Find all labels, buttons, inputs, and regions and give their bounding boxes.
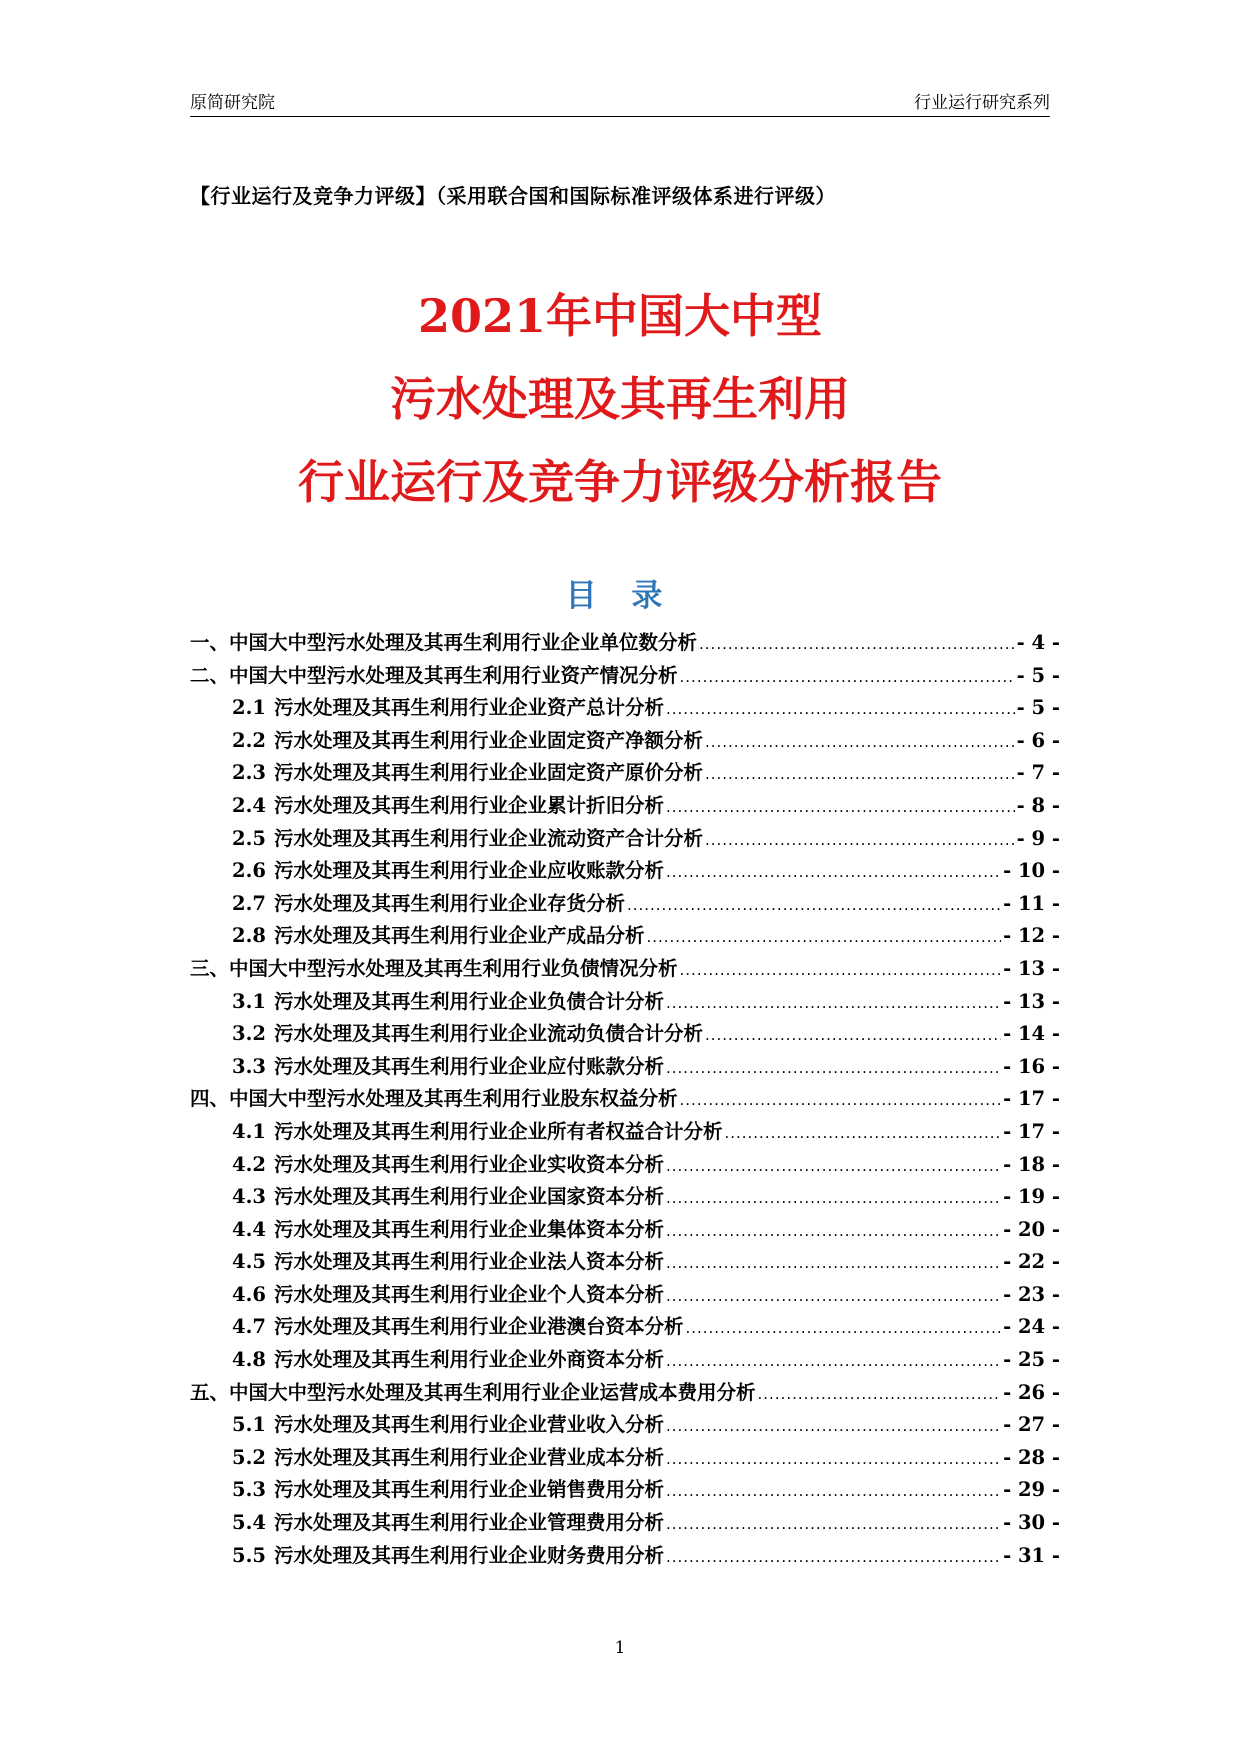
- toc-entry-label: 污水处理及其再生利用行业企业流动资产合计分析: [273, 826, 703, 850]
- toc-entry-number: 2.6: [232, 859, 266, 883]
- toc-entry-page: - 8 -: [1016, 793, 1060, 817]
- toc-entry-page: - 10 -: [1003, 859, 1060, 883]
- toc-entry[interactable]: [190, 1540, 1060, 1573]
- toc-entry-number: 2.8: [232, 924, 266, 948]
- toc-entry-label: 污水处理及其再生利用行业企业营业收入分析: [273, 1413, 664, 1437]
- toc-entry-label: 污水处理及其再生利用行业企业固定资产原价分析: [273, 761, 703, 785]
- toc-entry[interactable]: [190, 1083, 1060, 1116]
- toc-entry-label: 污水处理及其再生利用行业企业应收账款分析: [273, 859, 664, 883]
- toc-heading: 目 录: [565, 578, 675, 614]
- toc-entry[interactable]: [190, 986, 1060, 1019]
- toc-dot-leader: [705, 1026, 1001, 1044]
- toc-entry-label: 污水处理及其再生利用行业企业实收资本分析: [273, 1152, 664, 1176]
- toc-dot-leader: [666, 1287, 1001, 1305]
- toc-entry-page: - 17 -: [1003, 1119, 1060, 1143]
- toc-dot-leader: [666, 1482, 1001, 1500]
- toc-entry[interactable]: [190, 660, 1060, 693]
- toc-entry[interactable]: [190, 823, 1060, 856]
- toc-dot-leader: [699, 635, 1015, 653]
- toc-entry-number: 4.3: [232, 1185, 266, 1209]
- toc-entry-number: 2.7: [232, 891, 266, 915]
- toc-entry-number: 4.8: [232, 1348, 266, 1372]
- toc-entry[interactable]: [190, 1279, 1060, 1312]
- page-number: 1: [614, 1638, 626, 1658]
- toc-entry-label: 污水处理及其再生利用行业企业管理费用分析: [273, 1511, 664, 1535]
- toc-entry-page: - 29 -: [1003, 1478, 1060, 1502]
- toc-entry-label: 一、中国大中型污水处理及其再生利用行业企业单位数分析: [190, 631, 698, 654]
- toc-entry[interactable]: [190, 1442, 1060, 1475]
- toc-entry[interactable]: [190, 757, 1060, 790]
- toc-entry-number: 4.5: [232, 1250, 266, 1274]
- toc-entry[interactable]: [190, 725, 1060, 758]
- toc-entry-page: - 11 -: [1003, 891, 1060, 915]
- toc-entry[interactable]: [190, 1149, 1060, 1182]
- toc-entry-label: 污水处理及其再生利用行业企业港澳台资本分析: [273, 1315, 684, 1339]
- toc-entry-label: 污水处理及其再生利用行业企业个人资本分析: [273, 1282, 664, 1306]
- toc-entry-number: 3.2: [232, 1022, 266, 1046]
- table-of-contents: [190, 627, 1060, 1572]
- toc-entry[interactable]: [190, 953, 1060, 986]
- page-header: [190, 88, 1050, 117]
- toc-entry-page: - 24 -: [1003, 1315, 1060, 1339]
- report-title-line-1: 2021年中国大中型: [417, 289, 823, 343]
- toc-dot-leader: [680, 668, 1015, 686]
- toc-entry[interactable]: [190, 1214, 1060, 1247]
- toc-dot-leader: [666, 1450, 1001, 1468]
- toc-dot-leader: [666, 1352, 1001, 1370]
- toc-entry[interactable]: [190, 1051, 1060, 1084]
- toc-dot-leader: [666, 1515, 1001, 1533]
- toc-entry-page: - 5 -: [1016, 663, 1060, 687]
- toc-entry-number: 4.7: [232, 1315, 266, 1339]
- toc-entry-number: 2.2: [232, 728, 266, 752]
- toc-entry[interactable]: [190, 1474, 1060, 1507]
- toc-dot-leader: [666, 1417, 1001, 1435]
- toc-entry-page: - 14 -: [1003, 1022, 1060, 1046]
- toc-entry-label: 污水处理及其再生利用行业企业流动负债合计分析: [273, 1022, 703, 1046]
- toc-entry-page: - 23 -: [1003, 1282, 1060, 1306]
- toc-entry-number: 4.1: [232, 1119, 266, 1143]
- toc-entry[interactable]: [190, 1246, 1060, 1279]
- toc-entry-page: - 12 -: [1003, 924, 1060, 948]
- toc-dot-leader: [666, 1189, 1001, 1207]
- toc-entry-number: 2.5: [232, 826, 266, 850]
- toc-dot-leader: [758, 1385, 1002, 1403]
- toc-entry-number: 4.4: [232, 1217, 266, 1241]
- toc-entry-label: 四、中国大中型污水处理及其再生利用行业股东权益分析: [190, 1087, 678, 1111]
- toc-entry[interactable]: [190, 1409, 1060, 1442]
- toc-entry[interactable]: [190, 1116, 1060, 1149]
- toc-entry-label: 二、中国大中型污水处理及其再生利用行业资产情况分析: [190, 663, 678, 687]
- toc-entry-number: 2.3: [232, 761, 266, 785]
- toc-dot-leader: [666, 1222, 1001, 1240]
- toc-entry-page: - 27 -: [1003, 1413, 1060, 1437]
- toc-entry-label: 污水处理及其再生利用行业企业产成品分析: [273, 924, 645, 948]
- toc-entry-number: 5.5: [232, 1543, 266, 1567]
- report-title-line-3: 行业运行及竞争力评级分析报告: [298, 455, 942, 509]
- toc-entry-page: - 13 -: [1003, 956, 1060, 980]
- toc-dot-leader: [666, 1157, 1001, 1175]
- toc-dot-leader: [666, 1254, 1001, 1272]
- toc-entry-label: 五、中国大中型污水处理及其再生利用行业企业运营成本费用分析: [190, 1380, 756, 1404]
- toc-entry-number: 3.3: [232, 1054, 266, 1078]
- toc-entry-label: 污水处理及其再生利用行业企业累计折旧分析: [273, 793, 664, 817]
- toc-entry-label: 污水处理及其再生利用行业企业集体资本分析: [273, 1217, 664, 1241]
- toc-entry-page: - 26 -: [1003, 1380, 1060, 1404]
- toc-entry-number: 5.1: [232, 1413, 266, 1437]
- toc-entry-page: - 5 -: [1016, 696, 1060, 720]
- toc-dot-leader: [705, 733, 1015, 751]
- toc-entry-label: 污水处理及其再生利用行业企业外商资本分析: [273, 1348, 664, 1372]
- toc-entry-page: - 18 -: [1003, 1152, 1060, 1176]
- toc-dot-leader: [666, 1059, 1001, 1077]
- toc-entry-label: 污水处理及其再生利用行业企业应付账款分析: [273, 1054, 664, 1078]
- toc-entry-page: - 4 -: [1016, 631, 1060, 654]
- toc-entry-page: - 6 -: [1016, 728, 1060, 752]
- toc-entry-label: 污水处理及其再生利用行业企业存货分析: [273, 891, 625, 915]
- header-right: 行业运行研究系列: [914, 93, 1050, 113]
- toc-entry[interactable]: [190, 1377, 1060, 1410]
- toc-entry-number: 5.3: [232, 1478, 266, 1502]
- report-subtitle: 【行业运行及竞争力评级】（采用联合国和国际标准评级体系进行评级）: [190, 184, 836, 208]
- toc-entry-number: 4.2: [232, 1152, 266, 1176]
- toc-entry-page: - 19 -: [1003, 1185, 1060, 1209]
- toc-entry-page: - 13 -: [1003, 989, 1060, 1013]
- toc-entry-page: - 30 -: [1003, 1511, 1060, 1535]
- toc-entry-page: - 9 -: [1016, 826, 1060, 850]
- toc-entry[interactable]: [190, 1018, 1060, 1051]
- toc-entry-page: - 16 -: [1003, 1054, 1060, 1078]
- toc-dot-leader: [685, 1319, 1001, 1337]
- toc-entry-number: 2.4: [232, 793, 266, 817]
- toc-entry-page: - 28 -: [1003, 1445, 1060, 1469]
- toc-dot-leader: [705, 831, 1015, 849]
- toc-entry-page: - 22 -: [1003, 1250, 1060, 1274]
- toc-entry-label: 污水处理及其再生利用行业企业国家资本分析: [273, 1185, 664, 1209]
- report-title-line-2: 污水处理及其再生利用: [390, 372, 850, 426]
- header-left: 原简研究院: [190, 93, 275, 113]
- toc-entry-number: 4.6: [232, 1282, 266, 1306]
- toc-entry-label: 污水处理及其再生利用行业企业负债合计分析: [273, 989, 664, 1013]
- toc-entry[interactable]: [190, 1507, 1060, 1540]
- toc-dot-leader: [666, 994, 1001, 1012]
- toc-dot-leader: [627, 896, 1001, 914]
- toc-entry-label: 污水处理及其再生利用行业企业所有者权益合计分析: [273, 1119, 723, 1143]
- toc-entry-label: 三、中国大中型污水处理及其再生利用行业负债情况分析: [190, 956, 678, 980]
- toc-dot-leader: [680, 1091, 1002, 1109]
- toc-dot-leader: [680, 961, 1002, 979]
- toc-dot-leader: [724, 1124, 1001, 1142]
- toc-dot-leader: [666, 863, 1001, 881]
- toc-entry[interactable]: [190, 1181, 1060, 1214]
- toc-entry-page: - 20 -: [1003, 1217, 1060, 1241]
- toc-entry-page: - 17 -: [1003, 1087, 1060, 1111]
- toc-entry-label: 污水处理及其再生利用行业企业销售费用分析: [273, 1478, 664, 1502]
- toc-entry-label: 污水处理及其再生利用行业企业资产总计分析: [273, 696, 664, 720]
- toc-entry-page: - 31 -: [1003, 1543, 1060, 1567]
- toc-dot-leader: [666, 700, 1015, 718]
- toc-entry-number: 5.4: [232, 1511, 266, 1535]
- toc-entry[interactable]: [190, 920, 1060, 953]
- toc-entry[interactable]: [190, 888, 1060, 921]
- toc-entry-number: 5.2: [232, 1445, 266, 1469]
- toc-entry-label: 污水处理及其再生利用行业企业营业成本分析: [273, 1445, 664, 1469]
- toc-entry-page: - 7 -: [1016, 761, 1060, 785]
- toc-entry[interactable]: [190, 692, 1060, 725]
- toc-entry[interactable]: [190, 790, 1060, 823]
- toc-entry-label: 污水处理及其再生利用行业企业法人资本分析: [273, 1250, 664, 1274]
- toc-dot-leader: [666, 1548, 1001, 1566]
- toc-entry[interactable]: [190, 1311, 1060, 1344]
- toc-dot-leader: [666, 798, 1015, 816]
- toc-entry-number: 2.1: [232, 696, 266, 720]
- toc-entry[interactable]: [190, 1344, 1060, 1377]
- toc-entry-number: 3.1: [232, 989, 266, 1013]
- toc-dot-leader: [705, 765, 1015, 783]
- toc-entry[interactable]: [190, 855, 1060, 888]
- toc-entry-label: 污水处理及其再生利用行业企业财务费用分析: [273, 1543, 664, 1567]
- toc-entry[interactable]: [190, 627, 1060, 660]
- toc-entry-label: 污水处理及其再生利用行业企业固定资产净额分析: [273, 728, 703, 752]
- toc-entry-page: - 25 -: [1003, 1348, 1060, 1372]
- toc-dot-leader: [646, 928, 1001, 946]
